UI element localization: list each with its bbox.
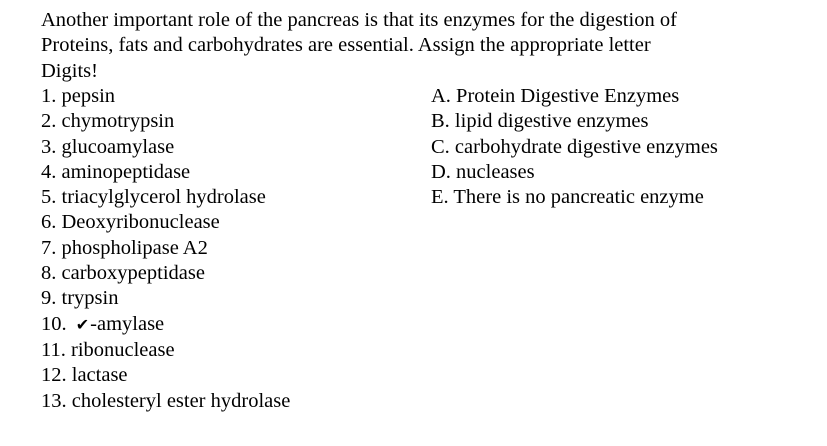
enzyme-item [41,312,290,338]
enzyme-list [41,84,290,414]
question-line-3: Digits! [41,59,98,82]
category-item: E. There is no pancreatic enzyme [431,186,704,209]
category-item: C. carbohydrate digestive enzymes [431,135,718,158]
enzyme-item: 9. trypsin [41,287,119,310]
checkmark-icon: ✔ [75,316,90,334]
category-list [431,84,718,210]
enzyme-item: 12. lactase [41,364,128,387]
enzyme-name: -amylase [90,312,165,335]
enzyme-item: 7. phospholipase A2 [41,236,208,259]
enzyme-item: 6. Deoxyribonuclease [41,211,220,234]
category-item: D. nucleases [431,160,535,183]
enzyme-item: 4. aminopeptidase [41,160,191,183]
category-item: A. Protein Digestive Enzymes [431,85,680,107]
enzyme-item: 11. ribonuclease [41,338,175,361]
question-line-2: Proteins, fats and carbohydrates are essential. Assign the appropriate letter [41,34,651,57]
question-text [41,8,811,84]
enzyme-item: 13. cholesteryl ester hydrolase [41,389,291,412]
enzyme-item: 8. carboxypeptidase [41,262,205,285]
enzyme-item: 1. pepsin [41,85,116,107]
enzyme-item: 2. chymotrypsin [41,110,175,133]
category-item: B. lipid digestive enzymes [431,110,649,133]
enzyme-item: 5. triacylglycerol hydrolase [41,186,266,209]
enzyme-number: 10. [41,312,67,335]
question-line-1: Another important role of the pancreas is that its enzymes for the digestion of [41,9,677,31]
enzyme-item: 3. glucoamylase [41,135,175,158]
